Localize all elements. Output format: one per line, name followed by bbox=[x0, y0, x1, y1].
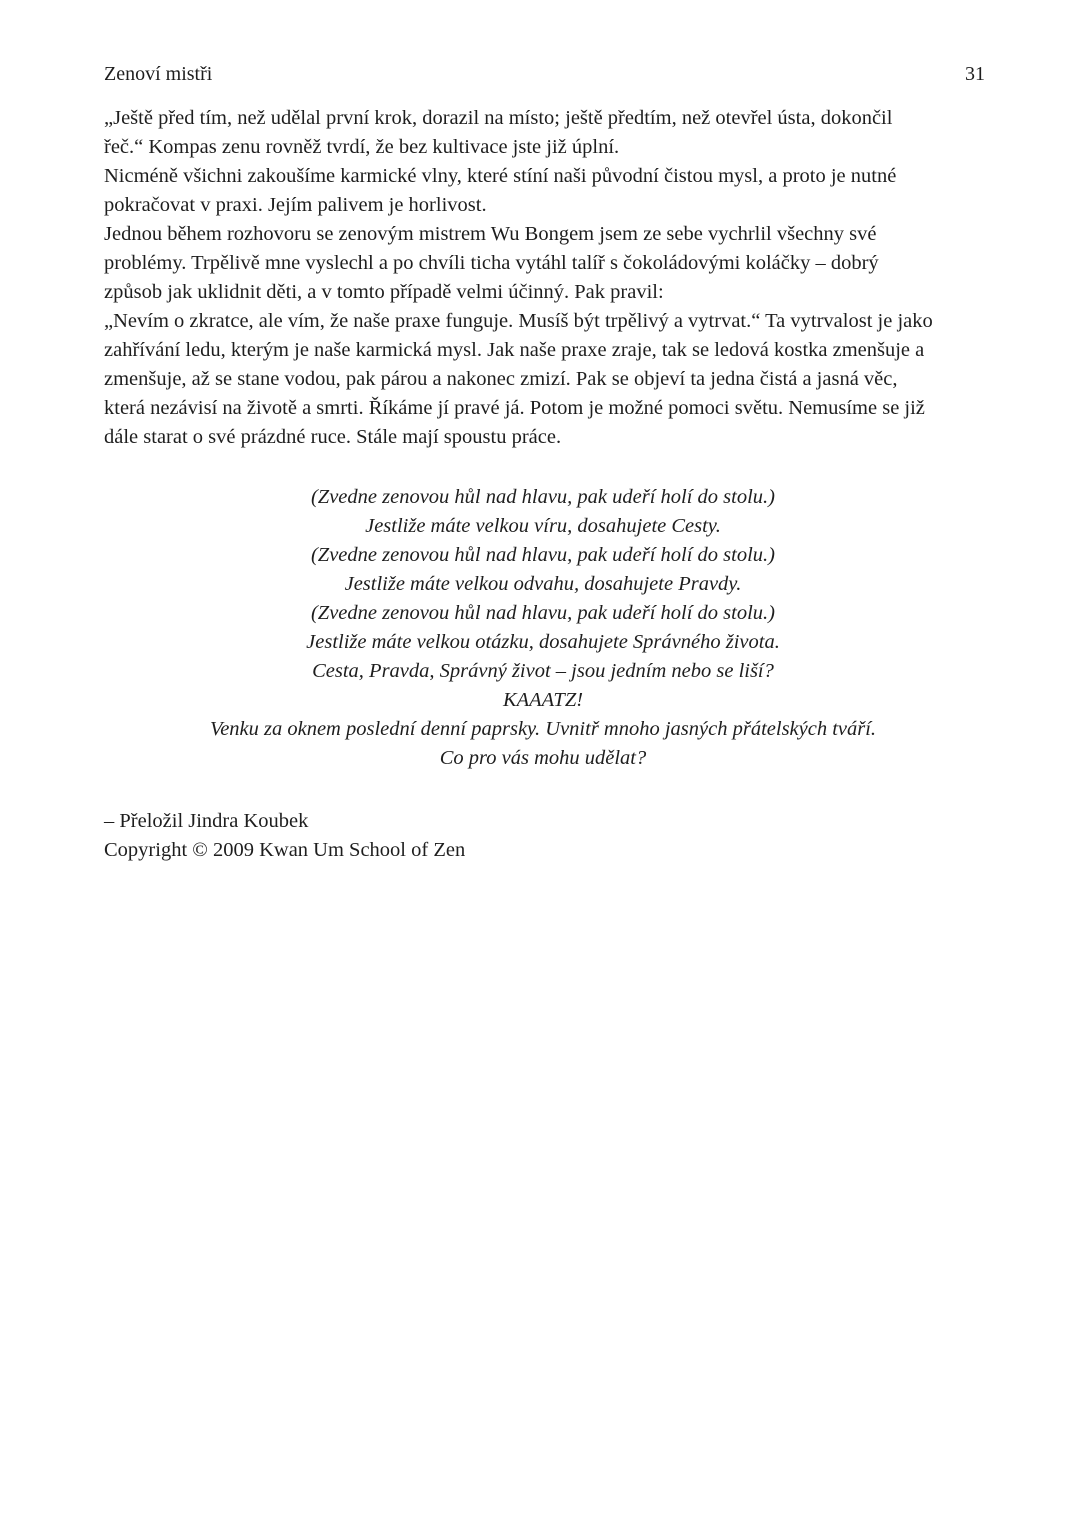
body-line: zmenšuje, až se stane vodou, pak párou a nakonec zmizí. Pak se objeví ta jedna čistá a jasná věc, bbox=[104, 368, 898, 390]
body-text bbox=[104, 104, 1044, 452]
verse-line: Jestliže máte velkou otázku, dosahujete Správného života. bbox=[306, 631, 780, 653]
body-line: „Nevím o zkratce, ale vím, že naše praxe funguje. Musíš být trpělivý a vytrvat.“ Ta vytrvalost je jako bbox=[104, 310, 933, 332]
body-line: pokračovat v praxi. Jejím palivem je horlivost. bbox=[104, 194, 487, 216]
footer-text bbox=[104, 807, 1044, 865]
body-line: dále starat o své prázdné ruce. Stále mají spoustu práce. bbox=[104, 426, 562, 448]
verse-line: Jestliže máte velkou odvahu, dosahujete Pravdy. bbox=[344, 573, 742, 595]
verse-line: (Zvedne zenovou hůl nad hlavu, pak udeří holí do stolu.) bbox=[310, 602, 776, 624]
verse-line: (Zvedne zenovou hůl nad hlavu, pak udeří holí do stolu.) bbox=[310, 486, 776, 508]
body-line: Nicméně všichni zakoušíme karmické vlny, které stíní naši původní čistou mysl, a proto je nutné bbox=[104, 165, 897, 187]
body-line: problémy. Trpělivě mne vyslechl a po chvíli ticha vytáhl talíř s čokoládovými koláčky – dobrý bbox=[104, 252, 879, 274]
verse-line: Jestliže máte velkou víru, dosahujete Cesty. bbox=[365, 515, 721, 537]
page-number: 31 bbox=[965, 63, 985, 85]
body-line: zahřívání ledu, kterým je naše karmická mysl. Jak naše praxe zraje, tak se ledová kostka zmenšuje a bbox=[104, 339, 925, 361]
body-line: způsob jak uklidnit děti, a v tomto případě velmi účinný. Pak pravil: bbox=[104, 281, 664, 303]
body-line: řeč.“ Kompas zenu rovněž tvrdí, že bez kultivace jste již úplní. bbox=[104, 136, 620, 158]
translator-credit: – Přeložil Jindra Koubek bbox=[104, 810, 309, 832]
verse-line: (Zvedne zenovou hůl nad hlavu, pak udeří holí do stolu.) bbox=[310, 544, 776, 566]
verse-line: Cesta, Pravda, Správný život – jsou jedním nebo se liší? bbox=[312, 660, 774, 682]
body-line: „Ještě před tím, než udělal první krok, dorazil na místo; ještě předtím, než otevřel ústa, dokončil bbox=[104, 107, 893, 129]
body-line: která nezávisí na životě a smrti. Říkáme jí pravé já. Potom je možné pomoci světu. Nemusíme se již bbox=[104, 397, 925, 419]
verse-line: KAAATZ! bbox=[502, 689, 584, 711]
copyright-notice: Copyright © 2009 Kwan Um School of Zen bbox=[104, 839, 466, 861]
verse-text bbox=[0, 483, 1086, 773]
body-line: Jednou během rozhovoru se zenovým mistrem Wu Bongem jsem ze sebe vychrlil všechny své bbox=[104, 223, 877, 245]
page-header bbox=[104, 60, 985, 89]
running-title: Zenoví mistři bbox=[104, 63, 213, 85]
verse-line: Venku za oknem poslední denní paprsky. Uvnitř mnoho jasných přátelských tváří. bbox=[209, 718, 877, 740]
verse-line: Co pro vás mohu udělat? bbox=[439, 747, 647, 769]
